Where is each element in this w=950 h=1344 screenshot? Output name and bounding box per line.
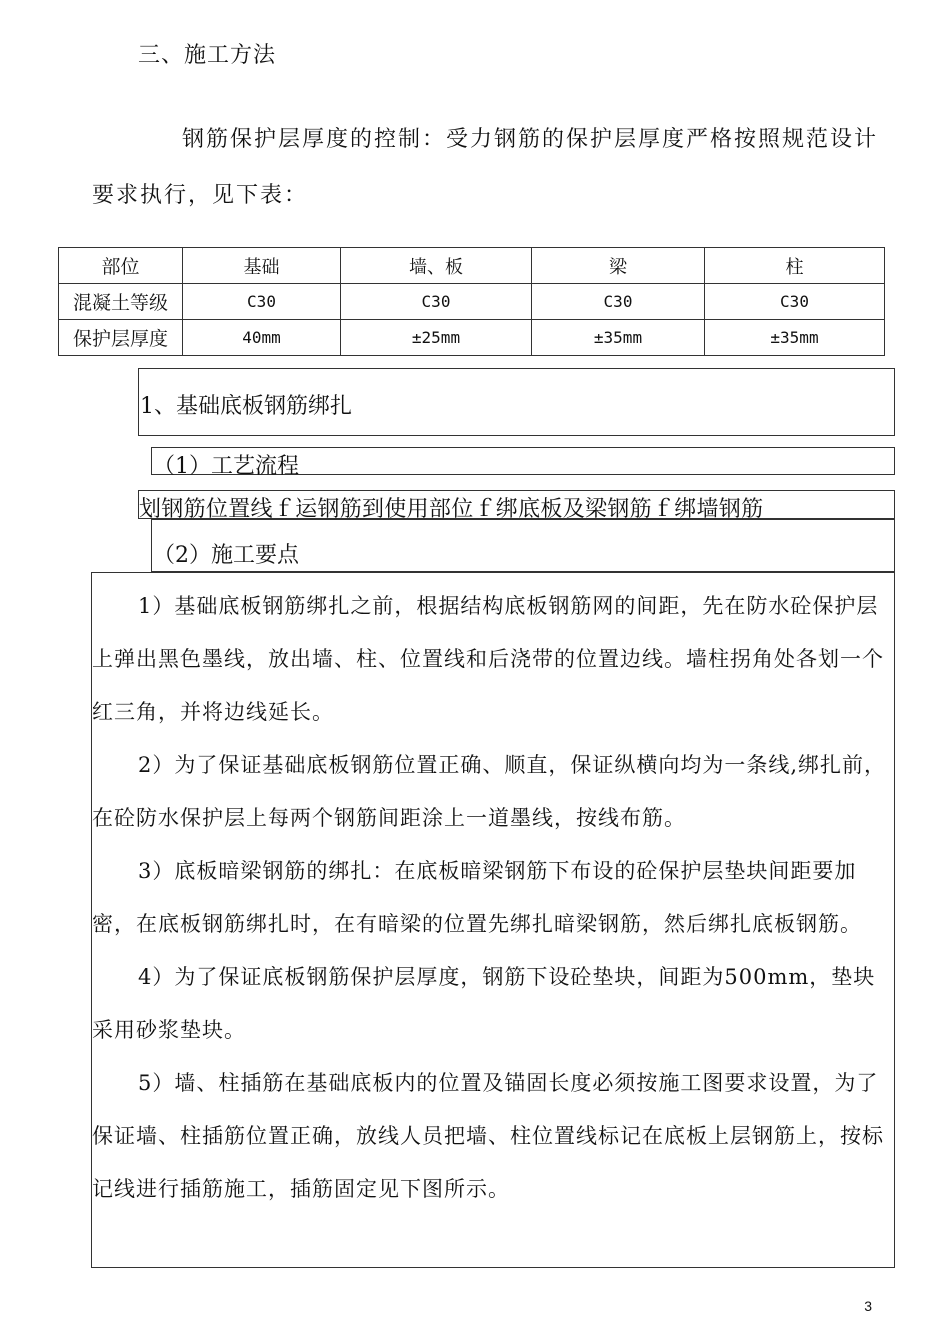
table-cell: ±25mm	[341, 320, 532, 356]
point-paragraph: 3）底板暗梁钢筋的绑扎：在底板暗梁钢筋下布设的砼保护层垫块间距要加密，在底板钢筋绑扎时，在有暗梁的位置先绑扎暗梁钢筋，然后绑扎底板钢筋。	[92, 859, 862, 936]
table-cell: C30	[532, 284, 705, 320]
table-cell: C30	[705, 284, 885, 320]
subsection-title: （2）施工要点	[153, 543, 299, 568]
construction-points	[92, 580, 893, 1216]
point-paragraph: 4）为了保证底板钢筋保护层厚度，钢筋下设砼垫块，间距为500mm，垫块采用砂浆垫块。	[92, 965, 876, 1042]
table-row	[59, 320, 885, 356]
table-header-cell: 基础	[183, 248, 341, 284]
table-header-row	[59, 248, 885, 284]
table-cell: C30	[341, 284, 532, 320]
page-number: 3	[864, 1298, 872, 1314]
table-cell: 40mm	[183, 320, 341, 356]
table-row-label: 保护层厚度	[59, 320, 183, 356]
section-heading: 三、施工方法	[138, 43, 277, 68]
point-paragraph: 5）墙、柱插筋在基础底板内的位置及锚固长度必须按施工图要求设置，为了保证墙、柱插筋位置正确，放线人员把墙、柱位置线标记在底板上层钢筋上，按标记线进行插筋施工，插筋固定见下图所示。	[92, 1071, 884, 1201]
section-title: 1、基础底板钢筋绑扎	[140, 394, 352, 419]
table-row-label: 混凝土等级	[59, 284, 183, 320]
table-header-cell: 柱	[705, 248, 885, 284]
table-row	[59, 284, 885, 320]
table-header-cell: 部位	[59, 248, 183, 284]
point-paragraph: 2）为了保证基础底板钢筋位置正确、顺直，保证纵横向均为一条线,绑扎前，在砼防水保护层上每两个钢筋间距涂上一道墨线，按线布筋。	[92, 753, 887, 830]
subsection-title: （1）工艺流程	[153, 454, 299, 479]
table-cell: ±35mm	[705, 320, 885, 356]
cover-thickness-table	[58, 247, 885, 356]
table-cell: ±35mm	[532, 320, 705, 356]
table-cell: C30	[183, 284, 341, 320]
process-flow-text: 划钢筋位置线ｆ运钢筋到使用部位ｆ绑底板及梁钢筋ｆ绑墙钢筋	[139, 497, 764, 522]
table-header-cell: 墙、板	[341, 248, 532, 284]
point-paragraph: 1）基础底板钢筋绑扎之前，根据结构底板钢筋网的间距，先在防水砼保护层上弹出黑色墨线，放出墙、柱、位置线和后浇带的位置边线。墙柱拐角处各划一个红三角，并将边线延长。	[92, 594, 884, 724]
table-header-cell: 梁	[532, 248, 705, 284]
intro-paragraph: 钢筋保护层厚度的控制：受力钢筋的保护层厚度严格按照规范设计要求执行，见下表：	[92, 127, 879, 208]
